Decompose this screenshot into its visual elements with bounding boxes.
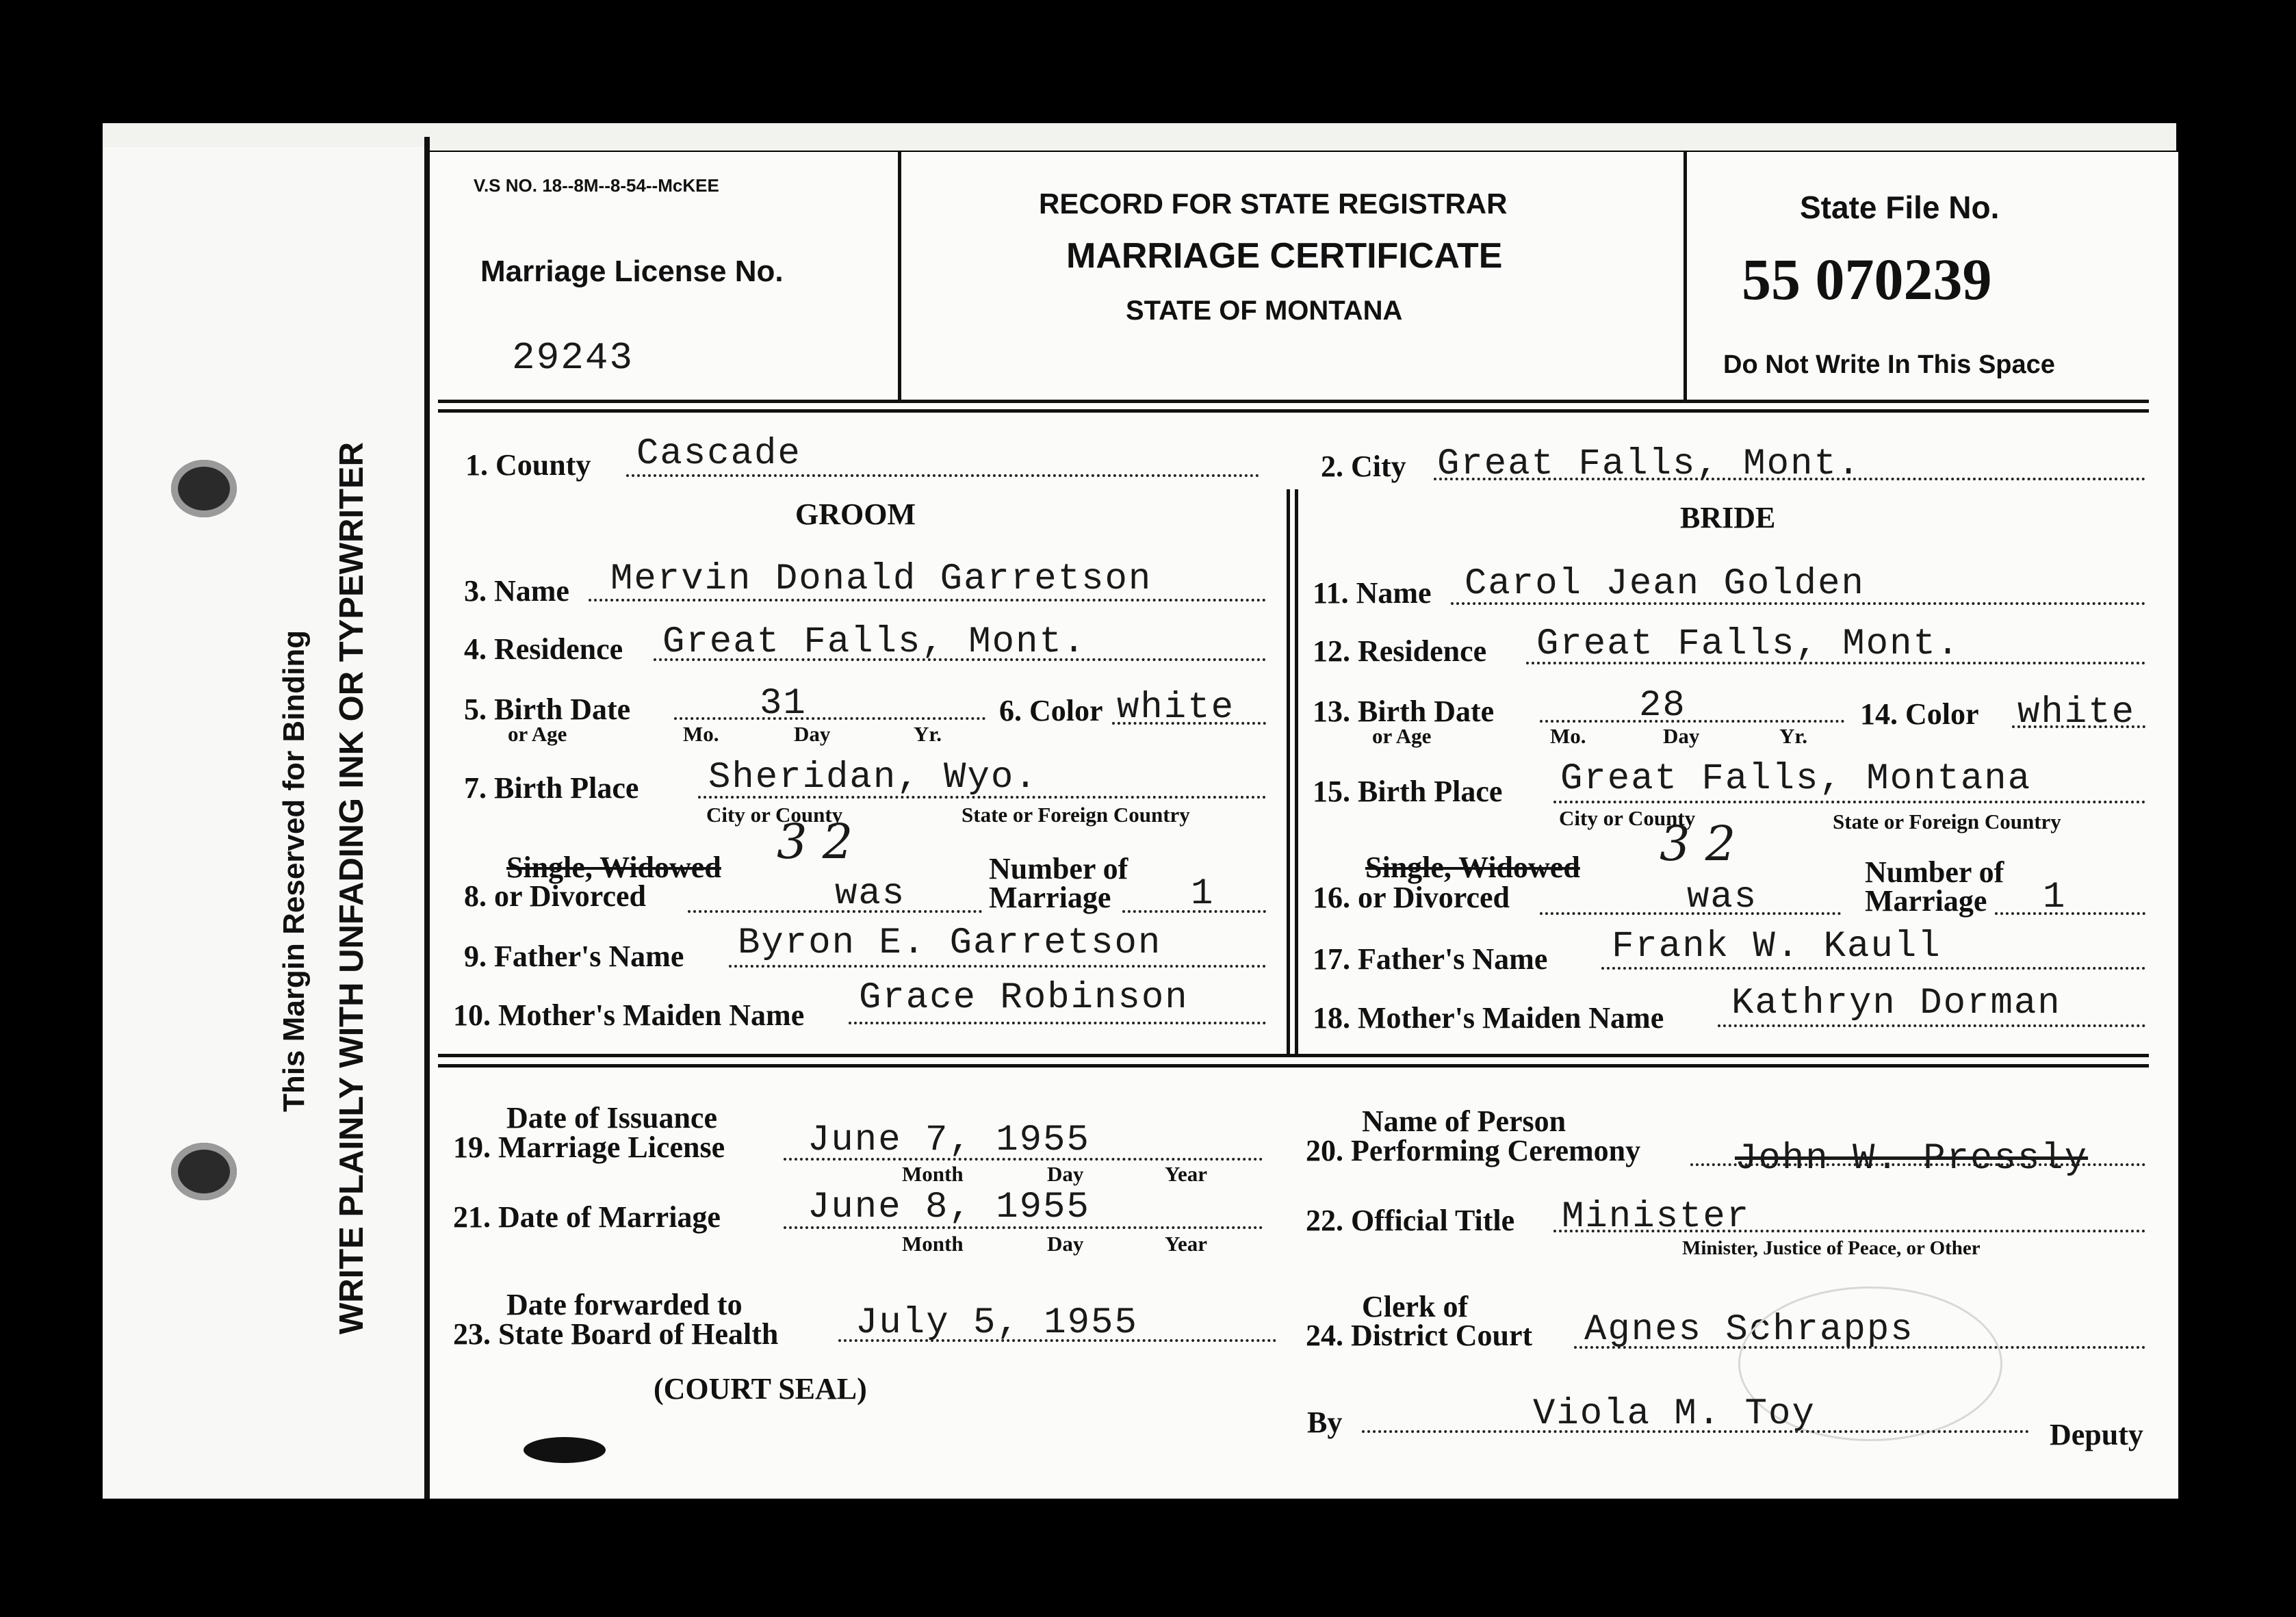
bride-mo: Mo. (1550, 724, 1586, 748)
issuance-year-hint: Year (1165, 1162, 1207, 1186)
clerk-label-1: Clerk of (1362, 1290, 1469, 1323)
bride-mother: Kathryn Dorman (1731, 983, 2061, 1024)
bride-marriage-number: 1 (2043, 877, 2067, 918)
bride-yr: Yr. (1779, 724, 1808, 748)
groom-mother: Grace Robinson (859, 977, 1189, 1019)
do-not-write-note: Do Not Write In This Space (1723, 350, 2055, 379)
marriage-year-hint: Year (1165, 1232, 1207, 1256)
issuance-day-hint: Day (1047, 1162, 1084, 1186)
form-title-line2: MARRIAGE CERTIFICATE (1066, 236, 1503, 276)
official-title-hint: Minister, Justice of Peace, or Other (1682, 1237, 1981, 1259)
issuance-month-hint: Month (902, 1162, 964, 1186)
bride-birth-line (1540, 720, 1844, 723)
issuance-label-1: Date of Issuance (506, 1101, 717, 1135)
bride-color: white (2017, 692, 2136, 734)
bride-marriage-num-label-1: Number of (1865, 855, 2004, 889)
bride-color-label: 14. Color (1860, 697, 1979, 731)
bride-color-line (2012, 725, 2145, 728)
bride-name-label: 11. Name (1313, 576, 1432, 610)
city-label: 2. City (1321, 450, 1406, 483)
performer-line (1690, 1163, 2145, 1166)
bride-birthplace: Great Falls, Montana (1560, 758, 2032, 800)
bride-state-country-hint: State or Foreign Country (1833, 810, 2061, 833)
groom-day: Day (794, 722, 831, 746)
bride-day: Day (1663, 724, 1700, 748)
license-label: Marriage License No. (480, 255, 784, 288)
groom-birth-label: 5. Birth Date (464, 693, 631, 726)
bride-age: 28 (1639, 685, 1686, 727)
ink-instruction: WRITE PLAINLY WITH UNFADING INK OR TYPEWRITER (333, 442, 370, 1334)
official-title-label: 22. Official Title (1306, 1204, 1515, 1237)
bride-or-age: or Age (1372, 724, 1432, 748)
bride-name: Carol Jean Golden (1465, 563, 1865, 605)
form-title-line3: STATE OF MONTANA (1126, 296, 1403, 326)
deputy-name: Viola M. Toy (1533, 1393, 1816, 1435)
groom-birthplace: Sheridan, Wyo. (708, 757, 1038, 799)
bride-marriage-num-label-2: Marriage (1865, 884, 1987, 918)
groom-residence: Great Falls, Mont. (662, 621, 1087, 663)
by-label: By (1307, 1406, 1343, 1439)
marriage-date-label: 21. Date of Marriage (453, 1200, 721, 1234)
groom-yr: Yr. (914, 722, 942, 746)
bride-mother-label: 18. Mother's Maiden Name (1313, 1001, 1664, 1035)
court-seal-label: (COURT SEAL) (654, 1372, 867, 1406)
seal-ink-mark (524, 1437, 606, 1463)
binding-stub (103, 147, 424, 1499)
bride-father: Frank W. Kaull (1612, 926, 1942, 968)
performer-label-2: 20. Performing Ceremony (1306, 1134, 1641, 1167)
binding-margin-note: This Margin Reserved for Binding (277, 630, 311, 1112)
clerk-name: Agnes Schrapps (1584, 1309, 1914, 1351)
bride-residence-line (1526, 662, 2145, 664)
groom-handwritten-note: 3 2 (777, 814, 853, 870)
issuance-line (784, 1158, 1263, 1161)
groom-birthplace-label: 7. Birth Place (464, 771, 639, 805)
groom-bride-divider-2 (1295, 489, 1298, 1054)
bride-name-line (1451, 602, 2145, 605)
bride-heading: BRIDE (1680, 501, 1776, 534)
forwarded-date: July 5, 1955 (855, 1302, 1138, 1344)
bride-father-line (1601, 967, 2145, 970)
county-value: Cascade (636, 433, 801, 475)
bride-marital-label-2: 16. or Divorced (1313, 881, 1510, 914)
groom-name-line (589, 599, 1266, 601)
county-line (626, 474, 1259, 477)
marriage-month-hint: Month (902, 1232, 964, 1256)
card-top-edge (103, 123, 2176, 151)
binding-hole-top (171, 460, 237, 517)
groom-city-county-hint: City or County (706, 803, 843, 827)
lower-rule-1 (438, 1054, 2149, 1057)
groom-marriage-num-line (1122, 910, 1266, 913)
groom-mo: Mo. (683, 722, 719, 746)
groom-residence-label: 4. Residence (464, 632, 623, 666)
forwarded-line (838, 1339, 1276, 1342)
groom-bride-divider-1 (1287, 489, 1290, 1054)
bride-birthplace-label: 15. Birth Place (1313, 775, 1503, 808)
county-label: 1. County (465, 448, 591, 482)
city-value: Great Falls, Mont. (1437, 443, 1861, 485)
groom-marital-status: was (835, 873, 906, 915)
groom-marital-line (688, 910, 982, 913)
state-file-label: State File No. (1800, 190, 2000, 225)
forwarded-label-2: 23. State Board of Health (453, 1317, 779, 1351)
bride-residence: Great Falls, Mont. (1536, 623, 1961, 665)
issuance-label-2: 19. Marriage License (453, 1130, 725, 1164)
bride-marital-label-1: Single, Widowed (1365, 851, 1580, 884)
header-rule-2 (438, 409, 2149, 413)
city-line (1434, 478, 2145, 480)
bride-city-county-hint: City or County (1559, 806, 1696, 830)
forwarded-label-1: Date forwarded to (506, 1288, 743, 1321)
bride-residence-label: 12. Residence (1313, 634, 1487, 668)
groom-color: white (1117, 687, 1235, 729)
bride-marriage-num-line (1995, 912, 2145, 915)
groom-marriage-number: 1 (1191, 873, 1215, 915)
bride-handwritten-note: 3 2 (1660, 816, 1736, 872)
state-file-number: 55 070239 (1742, 246, 1992, 312)
stub-divider (424, 137, 430, 1499)
header-rule-1 (438, 400, 2149, 403)
bride-birthplace-line (1553, 801, 2145, 803)
groom-color-label: 6. Color (999, 694, 1103, 727)
groom-marriage-num-label-2: Marriage (989, 881, 1111, 914)
deputy-line (1362, 1430, 2029, 1433)
marriage-date-line (784, 1226, 1263, 1229)
groom-name: Mervin Donald Garretson (610, 558, 1152, 600)
license-number: 29243 (512, 336, 634, 380)
groom-marital-label-2: 8. or Divorced (464, 879, 646, 913)
binding-hole-bottom (171, 1143, 237, 1200)
groom-mother-line (849, 1022, 1266, 1024)
official-title: Minister (1562, 1196, 1751, 1238)
issuance-date: June 7, 1955 (808, 1120, 1090, 1161)
groom-age: 31 (760, 683, 807, 725)
groom-birthplace-line (698, 796, 1266, 799)
groom-marital-label-1: Single, Widowed (506, 851, 721, 884)
groom-color-line (1112, 722, 1266, 725)
deputy-label: Deputy (2050, 1418, 2143, 1451)
bride-marital-line (1540, 912, 1841, 915)
groom-father: Byron E. Garretson (738, 922, 1162, 964)
clerk-label-2: 24. District Court (1306, 1319, 1533, 1352)
groom-father-label: 9. Father's Name (464, 940, 684, 973)
groom-state-country-hint: State or Foreign Country (962, 803, 1190, 827)
header-divider-left (898, 152, 901, 400)
bride-mother-line (1718, 1024, 2145, 1027)
groom-heading: GROOM (795, 497, 916, 531)
bride-birth-label: 13. Birth Date (1313, 695, 1495, 728)
header-divider-right (1684, 152, 1687, 400)
groom-marriage-num-label-1: Number of (989, 852, 1128, 885)
groom-birth-line (674, 717, 985, 720)
marriage-date: June 8, 1955 (808, 1187, 1090, 1228)
form-code: V.S NO. 18--8M--8-54--McKEE (474, 175, 719, 196)
performer-name: John W. Pressly (1735, 1138, 2089, 1180)
groom-or-age: or Age (508, 722, 567, 746)
form-title-line1: RECORD FOR STATE REGISTRAR (1039, 187, 1508, 220)
marriage-day-hint: Day (1047, 1232, 1084, 1256)
performer-label-1: Name of Person (1362, 1104, 1566, 1138)
official-title-line (1553, 1230, 2145, 1232)
bride-marital-status: was (1687, 877, 1758, 918)
lower-rule-2 (438, 1064, 2149, 1068)
bride-father-label: 17. Father's Name (1313, 942, 1548, 976)
groom-father-line (729, 965, 1266, 968)
groom-residence-line (654, 658, 1266, 661)
groom-name-label: 3. Name (464, 574, 569, 608)
groom-mother-label: 10. Mother's Maiden Name (453, 998, 805, 1032)
